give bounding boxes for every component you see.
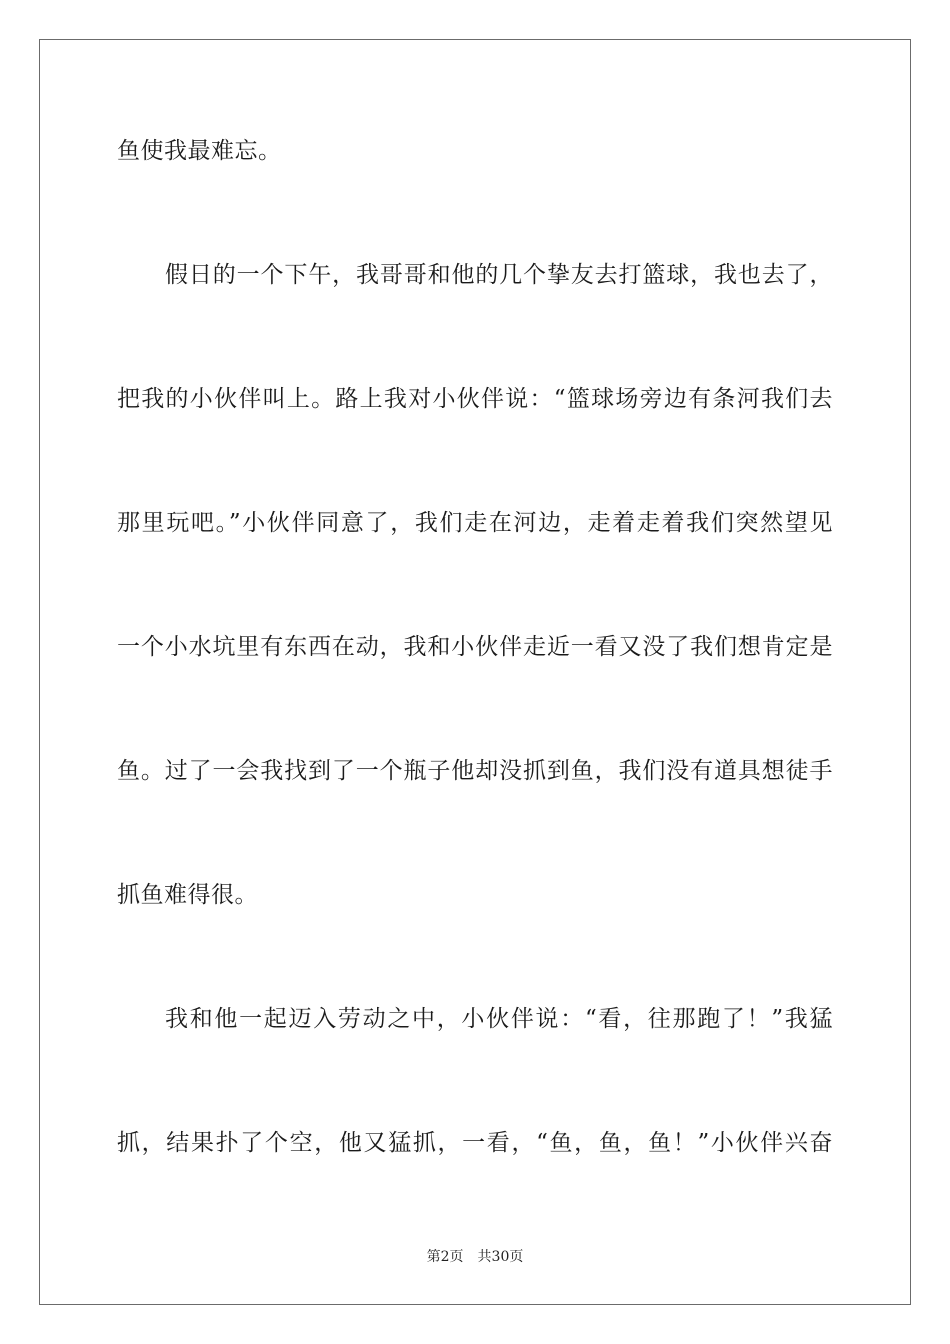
text-line: 那里玩吧。”小伙伴同意了，我们走在河边，走着走着我们突然望见	[117, 510, 833, 536]
text-line: 把我的小伙伴叫上。路上我对小伙伴说：“篮球场旁边有条河我们去	[117, 386, 833, 412]
text-line: 我和他一起迈入劳动之中，小伙伴说：“看，往那跑了！”我猛	[165, 1006, 833, 1032]
text-line: 一个小水坑里有东西在动，我和小伙伴走近一看又没了我们想肯定是	[117, 634, 833, 660]
page-total: 共30页	[477, 1249, 524, 1265]
page-footer	[0, 1248, 950, 1266]
text-line: 抓鱼难得很。	[117, 882, 258, 908]
text-line: 抓，结果扑了个空，他又猛抓，一看，“鱼，鱼，鱼！”小伙伴兴奋	[117, 1130, 833, 1156]
text-line: 鱼使我最难忘。	[117, 138, 282, 164]
page-frame	[39, 39, 911, 1305]
page-number: 第2页	[426, 1249, 464, 1265]
text-line: 鱼。过了一会我找到了一个瓶子他却没抓到鱼，我们没有道具想徒手	[117, 758, 833, 784]
text-line: 假日的一个下午，我哥哥和他的几个挚友去打篮球，我也去了，	[165, 262, 833, 288]
